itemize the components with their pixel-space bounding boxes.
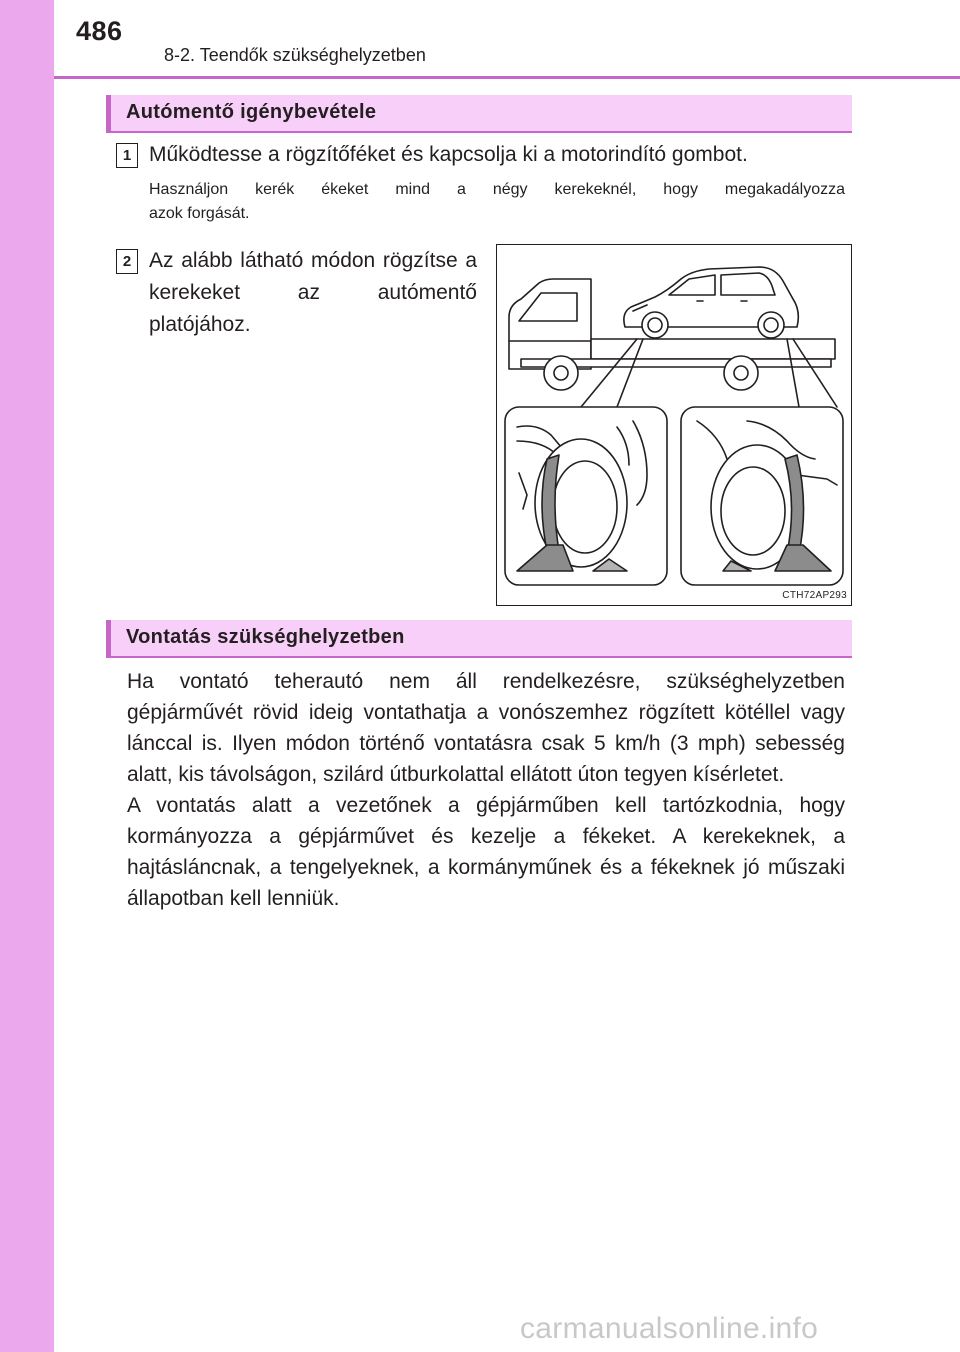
figure-code: CTH72AP293	[782, 590, 847, 601]
paragraph-2: A vontatás alatt a vezetőnek a gépjárműben kell tartózkodnia, hogy kormányozza a gépjárművet és kezelje a fékeket. A kerekeknek, a hajtásláncnak, a tengelyeknek, a kormányműnek és a fékeknek jó műszaki állapotban kell lenniük.	[127, 794, 845, 910]
step-number-2: 2	[116, 249, 138, 274]
watermark: carmanualsonline.info	[520, 1312, 819, 1345]
header-divider	[54, 76, 960, 79]
section-heading-tow-truck	[106, 95, 852, 133]
chapter-side-band	[0, 0, 54, 1352]
tow-truck-drawing	[497, 245, 851, 605]
step-1-note-line-1: Használjon kerék ékeket mind a négy kerekeknél, hogy megakadályozza	[149, 181, 845, 198]
tow-truck-illustration	[496, 244, 852, 606]
page-number: 486	[76, 16, 123, 46]
section-heading-accent	[106, 95, 111, 131]
step-1-text: Működtesse a rögzítőféket és kapcsolja ki a motorindító gombot.	[149, 143, 748, 166]
step-1-note-line-2: azok forgását.	[149, 205, 250, 222]
section-heading-text: Vontatás szükséghelyzetben	[126, 626, 405, 648]
paragraph-1: Ha vontató teherautó nem áll rendelkezésre, szükséghelyzetben gépjárművét rövid ideig vontathatja a vonószemhez rögzített kötéllel vagy lánccal is. Ilyen módon történő vontatásra csak 5 km/h (3 mph) sebesség alatt, kis távolságon, szilárd útburkolattal ellátott úton tegyen kísérletet.	[127, 670, 845, 786]
chapter-header-title: 8-2. Teendők szükséghelyzetben	[164, 45, 426, 65]
section-heading-emergency-towing	[106, 620, 852, 658]
section-heading-text: Autómentő igénybevétele	[126, 101, 377, 123]
step-2-text: Az alább látható módon rögzítse a kerekeket az autómentő platójához.	[149, 249, 477, 336]
section-heading-accent	[106, 620, 111, 656]
emergency-towing-body	[127, 666, 845, 914]
step-number-1: 1	[116, 143, 138, 168]
